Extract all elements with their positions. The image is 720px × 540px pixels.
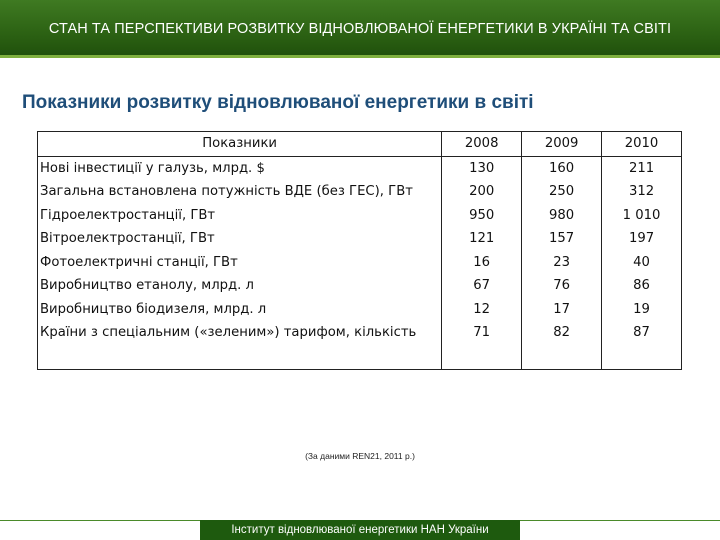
cell-2009: 76 — [522, 274, 602, 298]
cell-2009: 157 — [522, 227, 602, 251]
cell-2010: 1 010 — [622, 207, 661, 223]
page-title: Показники розвитку відновлюваної енергетики в світі — [22, 92, 534, 113]
cell-2010: 87 — [633, 325, 650, 340]
row-label: Виробництво етанолу, млрд. л — [38, 274, 442, 298]
row-label: Країни з спеціальним («зеленим») тарифом, кількість — [38, 321, 442, 370]
table-row — [38, 156, 682, 180]
footer-text: Інститут відновлюваної енергетики НАН України — [231, 524, 489, 536]
column-header-2009: 2009 — [522, 132, 602, 157]
cell-2009: 980 — [522, 204, 602, 228]
row-label: Нові інвестиції у галузь, млрд. $ — [38, 156, 442, 180]
row-label: Фотоелектричні станції, ГВт — [38, 251, 442, 275]
table-row — [38, 227, 682, 251]
cell-2009: 160 — [522, 156, 602, 180]
cell-2010: 19 — [633, 301, 650, 317]
cell-2010: 211 — [628, 160, 655, 176]
table-row — [38, 274, 682, 298]
cell-2009: 23 — [522, 251, 602, 275]
table-row — [38, 204, 682, 228]
cell-2009: 82 — [522, 321, 602, 370]
table-header-row — [38, 132, 682, 157]
cell-2010: 197 — [628, 231, 655, 246]
table-row — [38, 251, 682, 275]
cell-2010: 86 — [633, 278, 650, 293]
column-header-indicators: Показники — [38, 132, 442, 157]
table-row — [38, 298, 682, 322]
column-header-2010: 2010 — [602, 132, 682, 157]
row-label: Загальна встановлена потужність ВДЕ (без ГЕС), ГВт — [38, 180, 442, 204]
row-label: Вітроелектростанції, ГВт — [38, 227, 442, 251]
cell-2010: 312 — [628, 184, 655, 199]
header-title: СТАН ТА ПЕРСПЕКТИВИ РОЗВИТКУ ВІДНОВЛЮВАНОЇ ЕНЕРГЕТИКИ В УКРАЇНІ ТА СВІТІ — [48, 21, 672, 37]
column-header-2008: 2008 — [442, 132, 522, 157]
cell-2010: 40 — [633, 254, 650, 270]
cell-2008: 71 — [442, 321, 522, 370]
source-note: (За даними REN21, 2011 р.) — [305, 451, 415, 461]
cell-2008: 16 — [442, 251, 522, 275]
cell-2008: 200 — [442, 180, 522, 204]
cell-2009: 17 — [522, 298, 602, 322]
row-label: Гідроелектростанції, ГВт — [38, 204, 442, 228]
cell-2008: 67 — [442, 274, 522, 298]
cell-2008: 121 — [442, 227, 522, 251]
row-label: Виробництво біодизеля, млрд. л — [38, 298, 442, 322]
cell-2008: 130 — [442, 156, 522, 180]
indicators-table — [37, 131, 682, 370]
cell-2008: 12 — [442, 298, 522, 322]
cell-2008: 950 — [442, 204, 522, 228]
table-row — [38, 180, 682, 204]
table-row — [38, 321, 682, 370]
cell-2009: 250 — [522, 180, 602, 204]
